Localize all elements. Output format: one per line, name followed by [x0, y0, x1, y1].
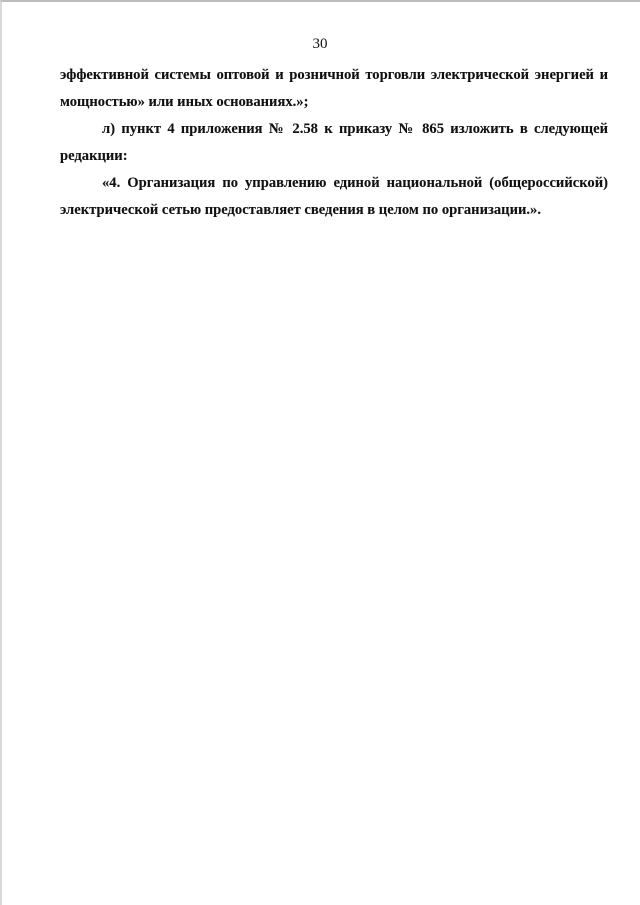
paragraph-continuation: эффективной системы оптовой и розничной торговли электрической энергией и мощностью» или иных основаниях.»;	[60, 67, 608, 110]
paragraph-item-l: л) пункт 4 приложения № 2.58 к приказу № 865 изложить в следующей редакции:	[60, 121, 608, 164]
document-body	[60, 62, 608, 224]
page-number: 30	[312, 36, 328, 52]
paragraph-item-4-quote: «4. Организация по управлению единой национальной (общероссийской) электрической сетью предоставляет сведения в целом по организации.».	[60, 175, 608, 218]
